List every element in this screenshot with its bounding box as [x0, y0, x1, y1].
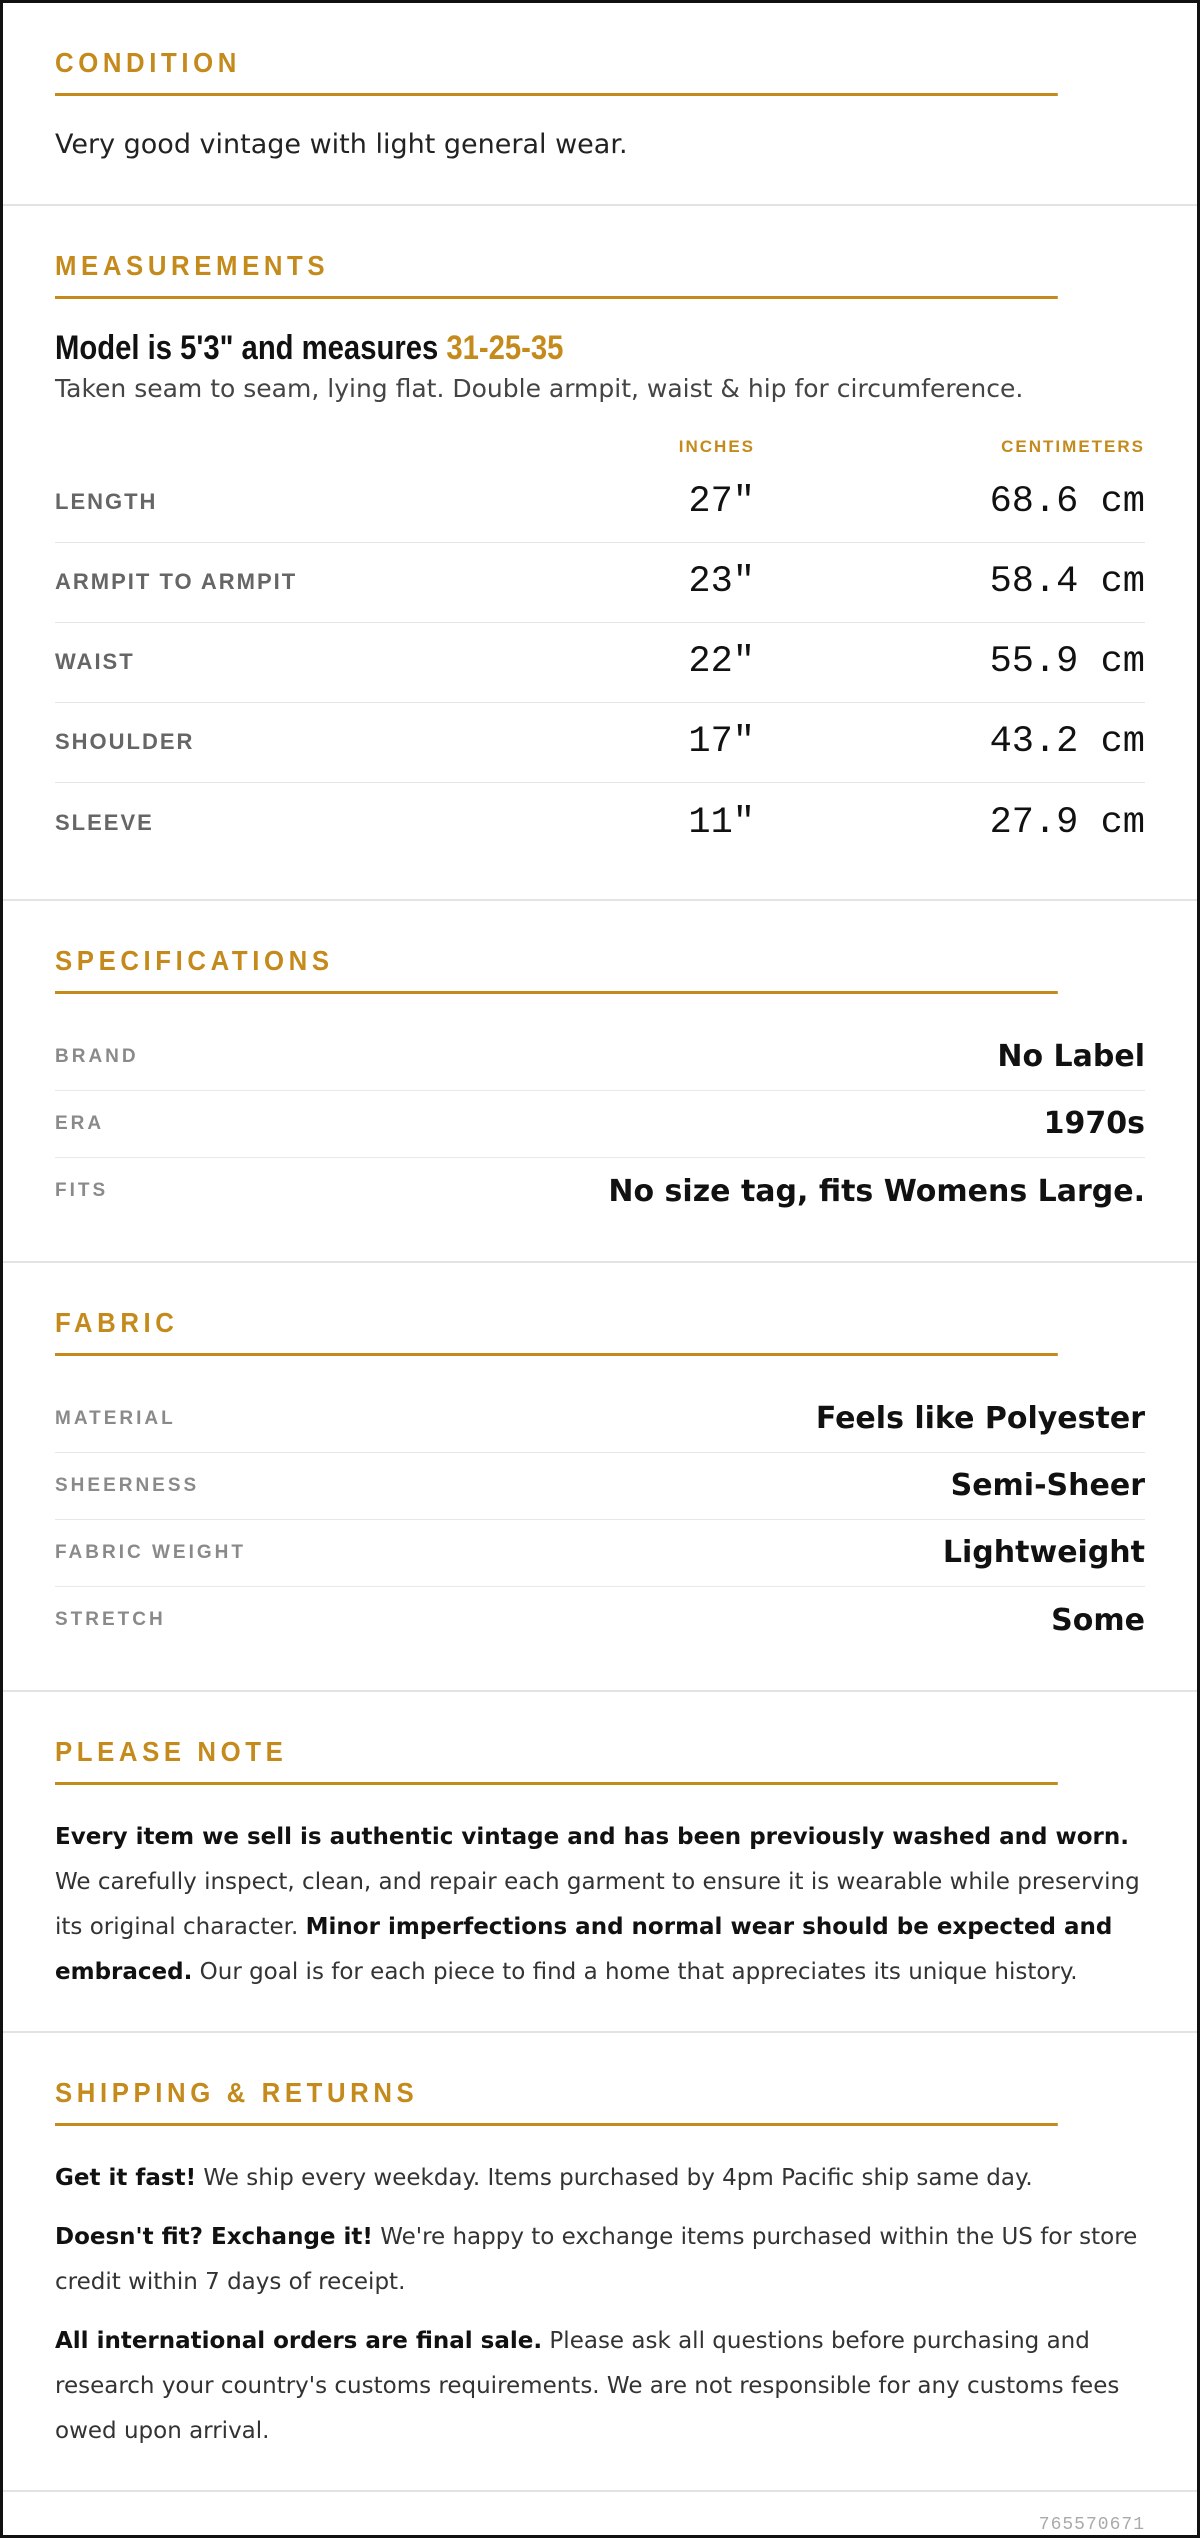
fabric-value: Feels like Polyester	[815, 1401, 1145, 1437]
note-paragraph	[55, 1815, 1145, 1995]
note-bold-1: Every item we sell is authentic vintage and has been previously washed and worn.	[55, 1823, 1129, 1850]
fabric-title: FABRIC	[55, 1307, 1058, 1356]
column-centimeters: CENTIMETERS	[1001, 436, 1145, 456]
note-bold-2: Minor imperfections and normal wear should be expected and embraced.	[55, 1913, 1113, 1985]
condition-title: CONDITION	[55, 47, 1058, 96]
fabric-row-weight	[55, 1520, 1145, 1587]
shipping-paragraph-1	[55, 2156, 1145, 2201]
measurement-table-header	[55, 437, 1145, 457]
measurement-cm: 27.9 cm	[989, 801, 1145, 844]
shipping-returns-section	[3, 2033, 1197, 2492]
fabric-label: STRETCH	[55, 1609, 166, 1631]
measurement-table	[55, 463, 1145, 863]
measurement-inches: 27"	[688, 481, 755, 524]
specifications-section	[3, 901, 1197, 1263]
spec-value: No Label	[997, 1039, 1145, 1075]
measurement-label: SLEEVE	[55, 809, 154, 835]
fabric-row-material	[55, 1386, 1145, 1453]
model-line	[55, 329, 992, 368]
shipping-bold-3: All international orders are final sale.	[55, 2327, 543, 2354]
shipping-text-2: We're happy to exchange items purchased within the US for store credit within 7 days of receipt.	[55, 2223, 1138, 2295]
shipping-bold-1: Get it fast!	[55, 2164, 197, 2191]
specifications-list	[55, 1024, 1145, 1225]
measurement-inches: 17"	[688, 721, 755, 764]
footer	[3, 2492, 1197, 2538]
fabric-value: Some	[1051, 1602, 1145, 1638]
measurement-label: WAIST	[55, 649, 135, 675]
spec-row-brand	[55, 1024, 1145, 1091]
fabric-row-stretch	[55, 1587, 1145, 1654]
note-text-1: We carefully inspect, clean, and repair each garment to ensure it is wearable while preserving its original character.	[55, 1868, 1140, 1940]
measurement-row-armpit	[55, 543, 1145, 623]
fabric-value: Semi-Sheer	[950, 1468, 1145, 1504]
measurement-note: Taken seam to seam, lying flat. Double armpit, waist & hip for circumference.	[55, 373, 1024, 403]
measurement-cm: 55.9 cm	[989, 641, 1145, 684]
measurements-title: MEASUREMENTS	[55, 250, 1058, 299]
shipping-text-1: We ship every weekday. Items purchased by 4pm Pacific ship same day.	[196, 2164, 1033, 2191]
shipping-paragraph-3	[55, 2319, 1145, 2454]
spec-value: 1970s	[1043, 1106, 1145, 1142]
measurement-row-length	[55, 463, 1145, 543]
fabric-label: SHEERNESS	[55, 1474, 200, 1496]
measurement-row-shoulder	[55, 703, 1145, 783]
spec-row-fits	[55, 1158, 1145, 1225]
specifications-title: SPECIFICATIONS	[55, 945, 1058, 994]
measurement-label: LENGTH	[55, 489, 158, 515]
shipping-title: SHIPPING & RETURNS	[55, 2077, 1058, 2126]
fabric-label: MATERIAL	[55, 1407, 176, 1429]
measurement-label: SHOULDER	[55, 729, 195, 755]
spec-value: No size tag, fits Womens Large.	[608, 1173, 1145, 1209]
shipping-bold-2: Doesn't fit? Exchange it!	[55, 2223, 373, 2250]
note-text-2: Our goal is for each piece to find a home that appreciates its unique history.	[192, 1958, 1078, 1985]
measurement-cm: 68.6 cm	[989, 481, 1145, 524]
condition-text: Very good vintage with light general wear.	[55, 129, 628, 160]
measurement-cm: 43.2 cm	[989, 721, 1145, 764]
measurement-label: ARMPIT TO ARMPIT	[55, 569, 298, 595]
fabric-label: FABRIC WEIGHT	[55, 1541, 246, 1563]
spec-label: BRAND	[55, 1045, 139, 1067]
product-id: 765570671	[1038, 2514, 1145, 2535]
measurement-inches: 22"	[688, 641, 755, 684]
model-prefix: Model is 5'3" and measures	[55, 328, 447, 367]
shipping-text-3: Please ask all questions before purchasing and research your country's customs requirements. We are not responsible for any customs fees owed upon arrival.	[55, 2327, 1120, 2444]
fabric-row-sheerness	[55, 1453, 1145, 1520]
shipping-paragraph-2	[55, 2215, 1145, 2305]
spec-label: FITS	[55, 1180, 109, 1202]
condition-section	[3, 3, 1197, 206]
column-inches: INCHES	[678, 436, 755, 456]
spec-row-era	[55, 1091, 1145, 1158]
measurement-inches: 11"	[688, 801, 755, 844]
fabric-value: Lightweight	[942, 1535, 1145, 1571]
fabric-list	[55, 1386, 1145, 1654]
measurement-cm: 58.4 cm	[989, 561, 1145, 604]
please-note-section	[3, 1692, 1197, 2033]
measurements-section	[3, 206, 1197, 901]
measurement-row-waist	[55, 623, 1145, 703]
model-stats: 31-25-35	[446, 328, 564, 367]
measurement-row-sleeve	[55, 783, 1145, 863]
fabric-section	[3, 1263, 1197, 1692]
measurement-inches: 23"	[688, 561, 755, 604]
please-note-title: PLEASE NOTE	[55, 1736, 1058, 1785]
spec-label: ERA	[55, 1112, 105, 1134]
